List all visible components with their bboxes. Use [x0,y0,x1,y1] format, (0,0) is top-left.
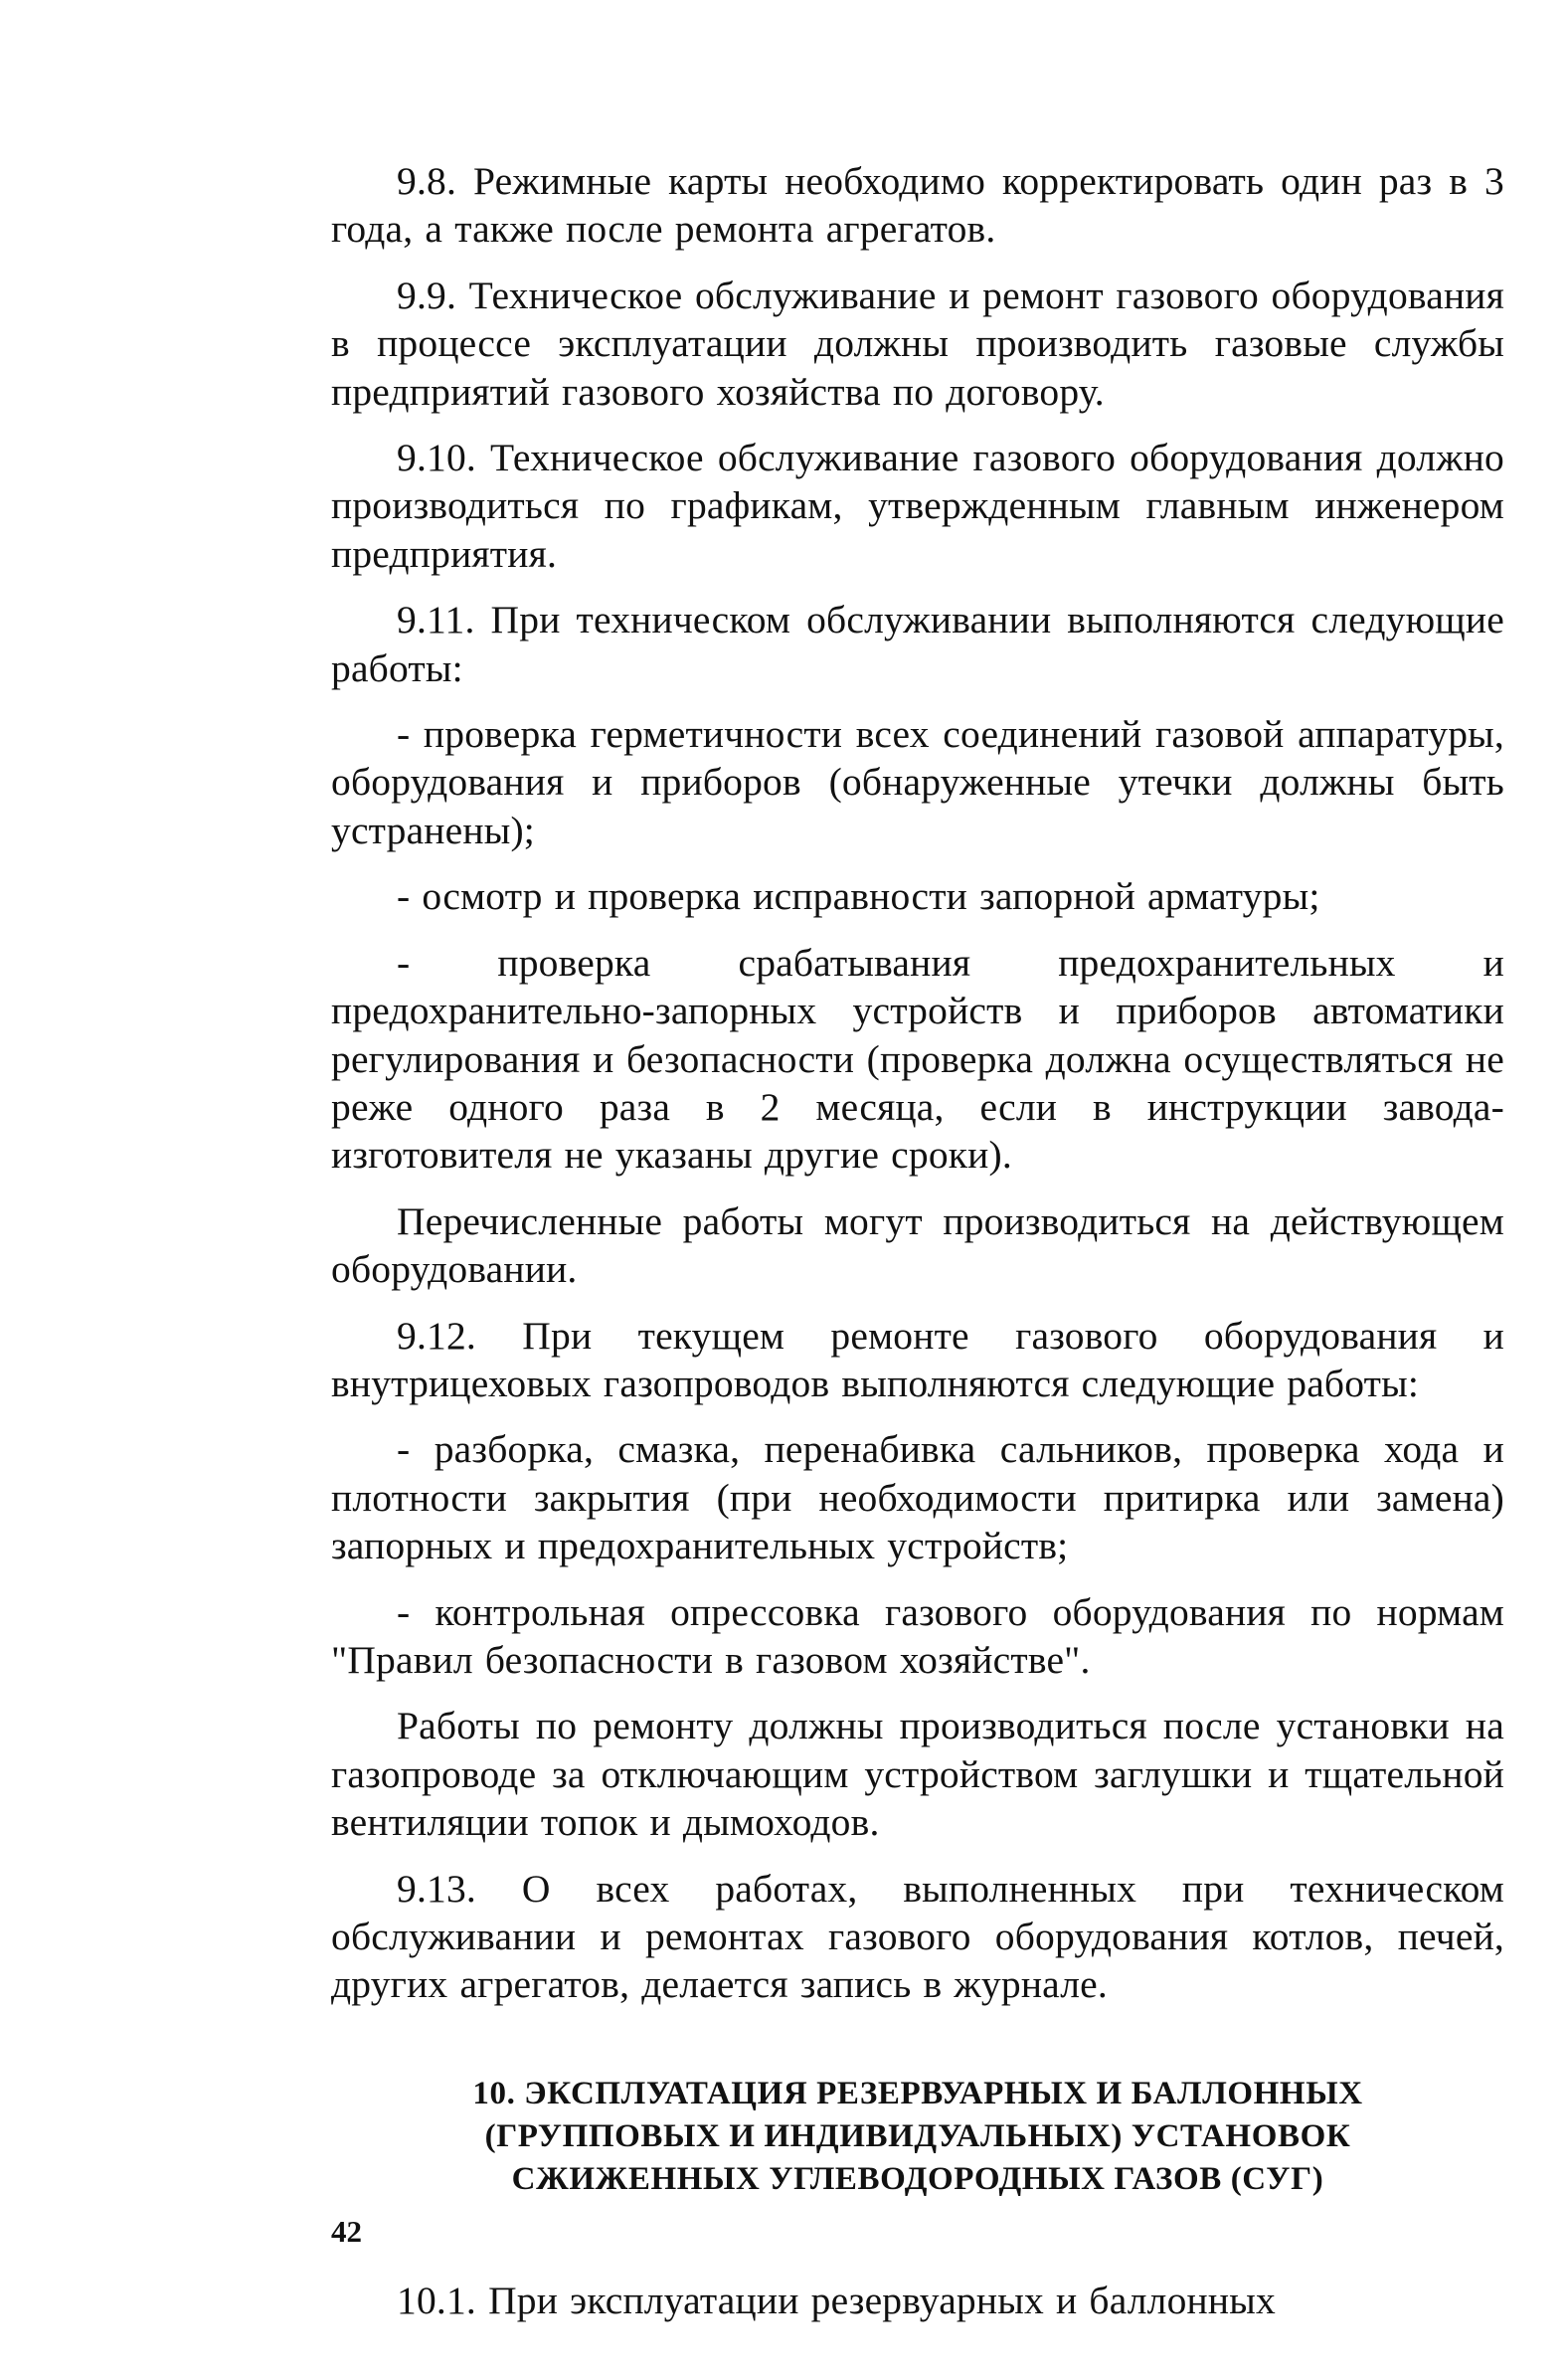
text-column [331,157,1504,2342]
section-heading-line: 10. ЭКСПЛУАТАЦИЯ РЕЗЕРВУАРНЫХ И БАЛЛОННЫХ [472,2075,1363,2111]
list-item-disassembly: - разборка, смазка, перенабивка сальников, проверка хода и плотности закрытия (при необходимости притирка или замена) запорных и предохранительных устройств; [331,1427,1504,1568]
paragraph-9-11: 9.11. При техническом обслуживании выполняются следующие работы: [331,598,1504,690]
paragraph-9-13: 9.13. О всех работах, выполненных при техническом обслуживании и ремонтах газового оборудования котлов, печей, других агрегатов, делается запись в журнале. [331,1866,1504,2007]
paragraph-live-equipment: Перечисленные работы могут производиться на действующем оборудовании. [331,1198,1504,1292]
list-item-valve-inspection: - осмотр и проверка исправности запорной арматуры; [397,874,1320,919]
section-heading [331,2073,1504,2201]
paragraph-9-9: 9.9. Техническое обслуживание и ремонт газового оборудования в процессе эксплуатации должны производить газовые службы предприятий газового хозяйства по договору. [331,273,1504,414]
page-number: 42 [331,2214,362,2249]
paragraph-repair-conditions: Работы по ремонту должны производиться после установки на газопроводе за отключающим устройством заглушки и тщательной вентиляции топок и дымоходов. [331,1704,1504,1845]
paragraph-10-1: 10.1. При эксплуатации резервуарных и баллонных [397,2278,1276,2322]
paragraph-9-12: 9.12. При текущем ремонте газового оборудования и внутрицеховых газопроводов выполняются следующие работы: [331,1313,1504,1405]
list-item-leak-check: - проверка герметичности всех соединений газовой аппаратуры, оборудования и приборов (обнаруженные утечки должны быть устранены); [331,712,1504,852]
section-heading-line: СЖИЖЕННЫХ УГЛЕВОДОРОДНЫХ ГАЗОВ (СУГ) [511,2160,1324,2197]
paragraph-9-8: 9.8. Режимные карты необходимо корректировать один раз в 3 года, а также после ремонта агрегатов. [331,159,1504,252]
paragraph-9-10: 9.10. Техническое обслуживание газового оборудования должно производиться по графикам, утвержденным главным инженером предприятия. [331,436,1504,576]
list-item-safety-devices: - проверка срабатывания предохранительных и предохранительно-запорных устройств и приборов автоматики регулирования и безопасности (проверка должна осуществляться не реже одного раза в 2 месяца, если в инструкции завода-изготовителя не указаны другие сроки). [331,940,1504,1178]
section-heading-line: (ГРУППОВЫХ И ИНДИВИДУАЛЬНЫХ) УСТАНОВОК [484,2117,1351,2154]
list-item-pressure-test: - контрольная опрессовка газового оборудования по нормам "Правил безопасности в газовом хозяйстве". [331,1589,1504,1682]
